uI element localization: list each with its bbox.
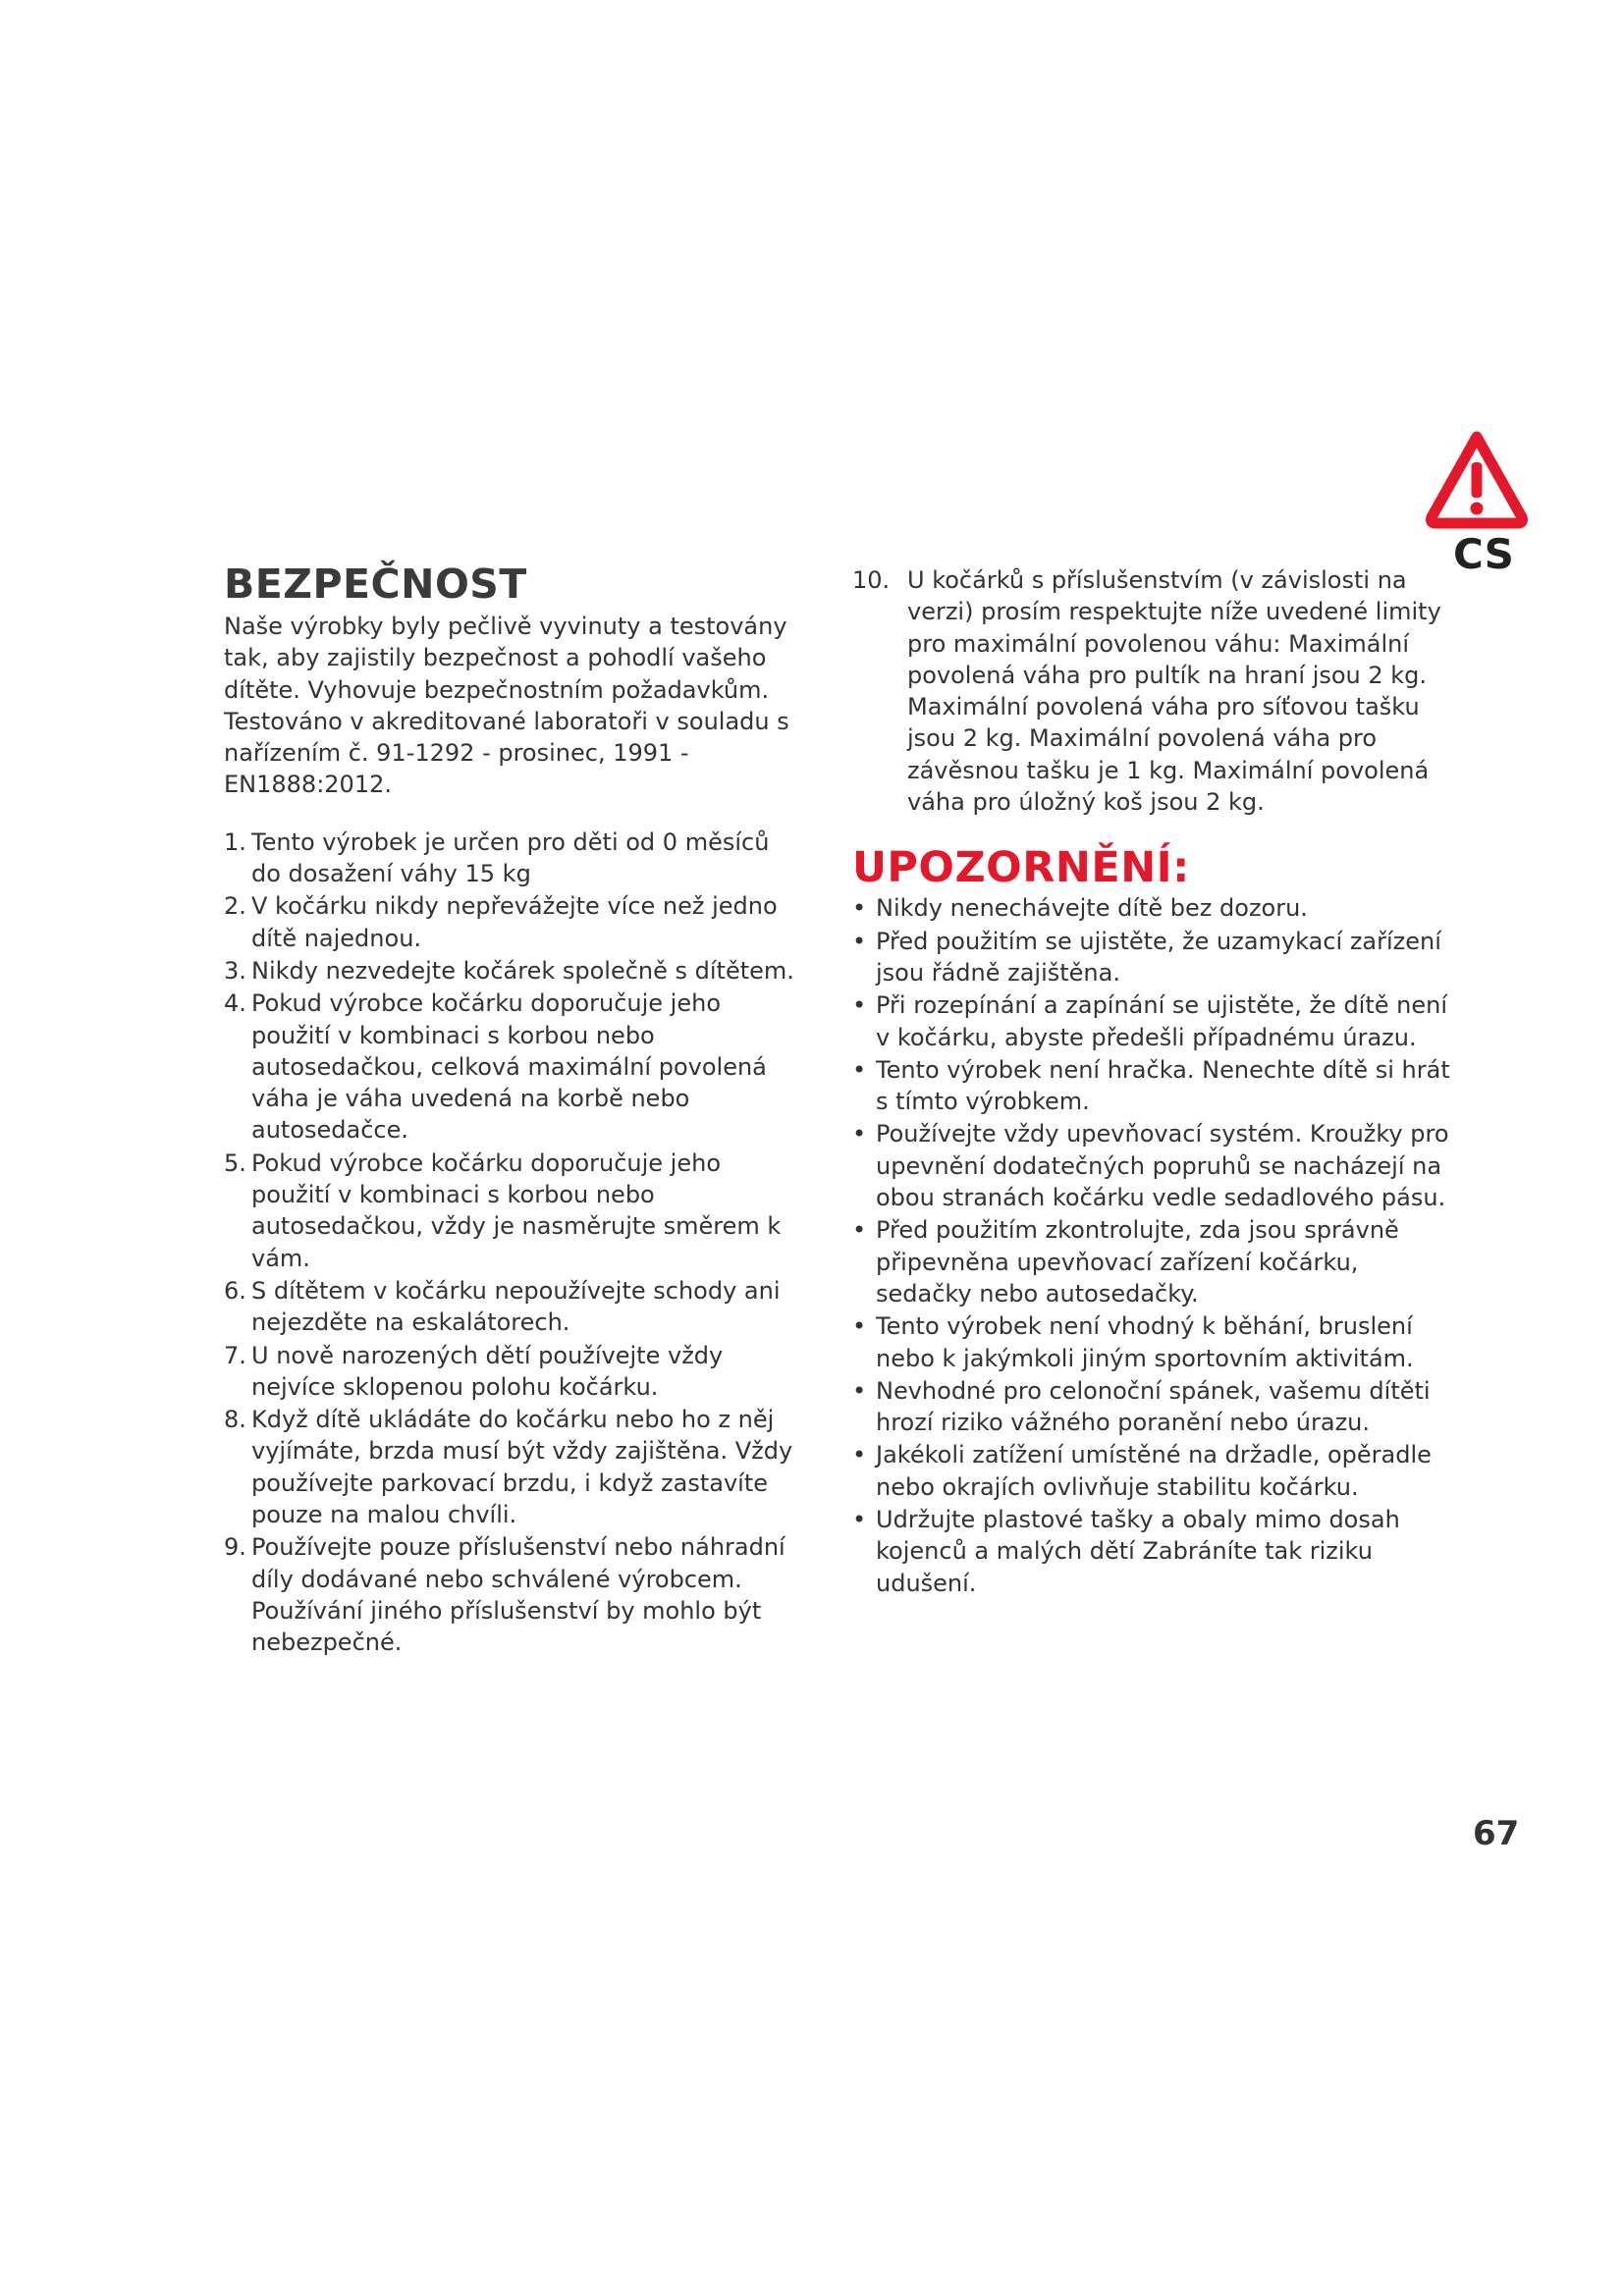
right-column <box>852 564 1451 1600</box>
item-text: Když dítě ukládáte do kočárku nebo ho z něj vyjímáte, brzda musí být vždy zajištěna. Vždy používejte parkovací brzdu, i když zastavíte pouze na malou chvíli. <box>251 1406 793 1529</box>
safety-item <box>224 1340 803 1404</box>
item-number: 4. <box>224 989 246 1018</box>
warning-item: • Nikdy nenechávejte dítě bez dozoru. <box>852 892 1451 924</box>
item-number: 2. <box>224 892 246 921</box>
item-text: V kočárku nikdy nepřevážejte více než jedno dítě najednou. <box>251 892 778 952</box>
warning-title: UPOZORNĚNÍ: <box>852 843 1190 893</box>
left-column <box>224 560 803 1660</box>
warning-item: • Jakékoli zatížení umístěné na držadle, opěradle nebo okrajích ovlivňuje stabilitu kočárku. <box>852 1439 1451 1503</box>
safety-item <box>224 1531 803 1658</box>
warning-item: • Tento výrobek není hračka. Nenechte dítě si hrát s tímto výrobkem. <box>852 1054 1451 1118</box>
item-number: 10. <box>852 566 891 594</box>
warning-item: • Před použitím se ujistěte, že uzamykací zařízení jsou řádně zajištěna. <box>852 926 1451 989</box>
item-text: Používejte pouze příslušenství nebo náhradní díly dodávané nebo schválené výrobcem. Používání jiného příslušenství by mohlo být nebezpečné. <box>251 1533 785 1657</box>
safety-title: BEZPEČNOST <box>224 561 527 608</box>
safety-list <box>224 827 803 1659</box>
item-text: U kočárků s příslušenstvím (v závislosti na verzi) prosím respektujte níže uvedené limity pro maximální povolenou váhu: Maximální povolená váha pro pultík na hraní jsou 2 kg. Maximální povolená váha pro síťovou tašku jsou 2 kg. Maximální povolená váha pro závěsnou tašku je 1 kg. Maximální povolená váha pro úložný koš jsou 2 kg. <box>907 566 1441 817</box>
item-number: 7. <box>224 1341 246 1369</box>
item-number: 1. <box>224 828 246 856</box>
item-text: S dítětem v kočárku nepoužívejte schody ani nejezděte na eskalátorech. <box>251 1276 781 1337</box>
warning-list <box>852 892 1451 1599</box>
safety-item <box>852 564 1451 818</box>
warning-item: • Udržujte plastové tašky a obaly mimo dosah kojenců a malých dětí Zabráníte tak riziku udušení. <box>852 1504 1451 1599</box>
warning-item: • Tento výrobek není vhodný k běhání, bruslení nebo k jakýmkoli jiným sportovním aktivitám. <box>852 1310 1451 1374</box>
language-code: CS <box>1453 530 1514 578</box>
safety-intro: Naše výrobky byly pečlivě vyvinuty a testovány tak, aby zajistily bezpečnost a pohodlí vašeho dítěte. Vyhovuje bezpečnostním požadavkům. Testováno v akreditované laboratoři v souladu s nařízením č. 91-1292 - prosinec, 1991 - EN1888:2012. <box>224 613 789 799</box>
safety-item <box>224 890 803 954</box>
safety-list-continued <box>852 564 1451 818</box>
page-number: 67 <box>1473 1814 1520 1853</box>
warning-triangle-icon <box>1424 429 1530 529</box>
warning-item: • Používejte vždy upevňovací systém. Kroužky pro upevnění dodatečných popruhů se nacházejí na obou stranách kočárku vedle sedadlového pásu. <box>852 1118 1451 1213</box>
safety-item <box>224 988 803 1146</box>
item-text: Pokud výrobce kočárku doporučuje jeho použití v kombinaci s korbou nebo autosedačkou, celková maximální povolená váha je váha uvedená na korbě nebo autosedačce. <box>251 989 767 1145</box>
warning-item: • Při rozepínání a zapínání se ujistěte, že dítě není v kočárku, abyste předešli případnému úrazu. <box>852 989 1451 1053</box>
item-text: U nově narozených dětí používejte vždy nejvíce sklopenou polohu kočárku. <box>251 1341 724 1401</box>
item-text: Tento výrobek je určen pro děti od 0 měsíců do dosažení váhy 15 kg <box>251 828 770 888</box>
item-number: 3. <box>224 956 246 985</box>
item-number: 8. <box>224 1406 246 1434</box>
safety-item <box>224 827 803 890</box>
item-text: Nikdy nezvedejte kočárek společně s dítětem. <box>251 956 794 985</box>
safety-item <box>224 955 803 987</box>
item-number: 5. <box>224 1148 246 1177</box>
safety-item <box>224 1148 803 1274</box>
item-number: 9. <box>224 1533 246 1562</box>
safety-item <box>224 1275 803 1339</box>
item-number: 6. <box>224 1276 246 1305</box>
warning-item: • Nevhodné pro celonoční spánek, vašemu dítěti hrozí riziko vážného poranění nebo úrazu. <box>852 1375 1451 1439</box>
item-text: Pokud výrobce kočárku doporučuje jeho použití v kombinaci s korbou nebo autosedačkou, vždy je nasměrujte směrem k vám. <box>251 1148 782 1272</box>
safety-item <box>224 1404 803 1530</box>
warning-item: • Před použitím zkontrolujte, zda jsou správně připevněna upevňovací zařízení kočárku, sedačky nebo autosedačky. <box>852 1214 1451 1309</box>
